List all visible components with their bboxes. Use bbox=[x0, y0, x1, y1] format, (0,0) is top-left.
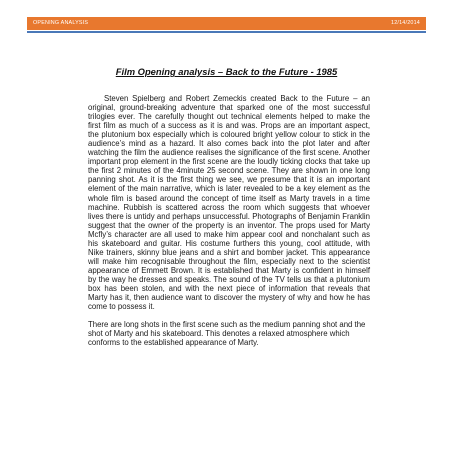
document-body bbox=[88, 94, 370, 347]
header-date: 12/14/2014 bbox=[391, 19, 420, 26]
body-paragraph: There are long shots in the first scene such as the medium panning shot and the shot of Marty and his skateboard. This denotes a relaxed atmosphere which conforms to the established appearance of Marty. bbox=[88, 320, 366, 348]
header-section-label: OPENING ANALYSIS bbox=[33, 19, 89, 26]
header-rule bbox=[27, 31, 426, 33]
body-paragraph: Steven Spielberg and Robert Zemeckis created Back to the Future – an original, ground-breaking adventure that sparked one of the most successful trilogies ever. The carefully thought out technical elements helped to make the first film as much of a success as it is and was. Props are an important aspect, the plutonium box especially which is coloured bright yellow colour to stick in the audience’s mind as a hazard. It also comes back into the plot later and after watching the film the audience realises the significance of the first scene. Another important prop element in the first scene are the loudly ticking clocks that take up the first 2 minutes of the 4minute 25 second scene. They are shown in one long panning shot. As it is the first thing we see, we presume that it is an important element of the main narrative, which is later revealed to be a key element as the whole film is based around the concept of time itself as Marty travels in a time machine. Rubbish is scattered across the room which suggests that whoever lives there is untidy and perhaps unsuccessful. Photographs of Benjamin Franklin suggest that the owner of the property is an inventor. The props used for Marty Mcfly’s character are all used to make him appear cool and nonchalant such as his skateboard and guitar. His costume furthers this young, cool attitude, with Nike trainers, skinny blue jeans and a shirt and bomber jacket. This appearance will make him recognisable throughout the film, especially next to the scientist appearance of Emmett Brown. It is established that Marty is confident in himself by the way he dresses and speaks. The sound of the TV tells us that a plutonium box has been stolen, and with the next piece of information that reveals that Marty has it, then audience want to discover the mystery of why and how he has come to possess it. bbox=[88, 94, 370, 312]
header-band bbox=[27, 17, 426, 30]
document-title: Film Opening analysis – Back to the Future - 1985 bbox=[115, 66, 338, 77]
